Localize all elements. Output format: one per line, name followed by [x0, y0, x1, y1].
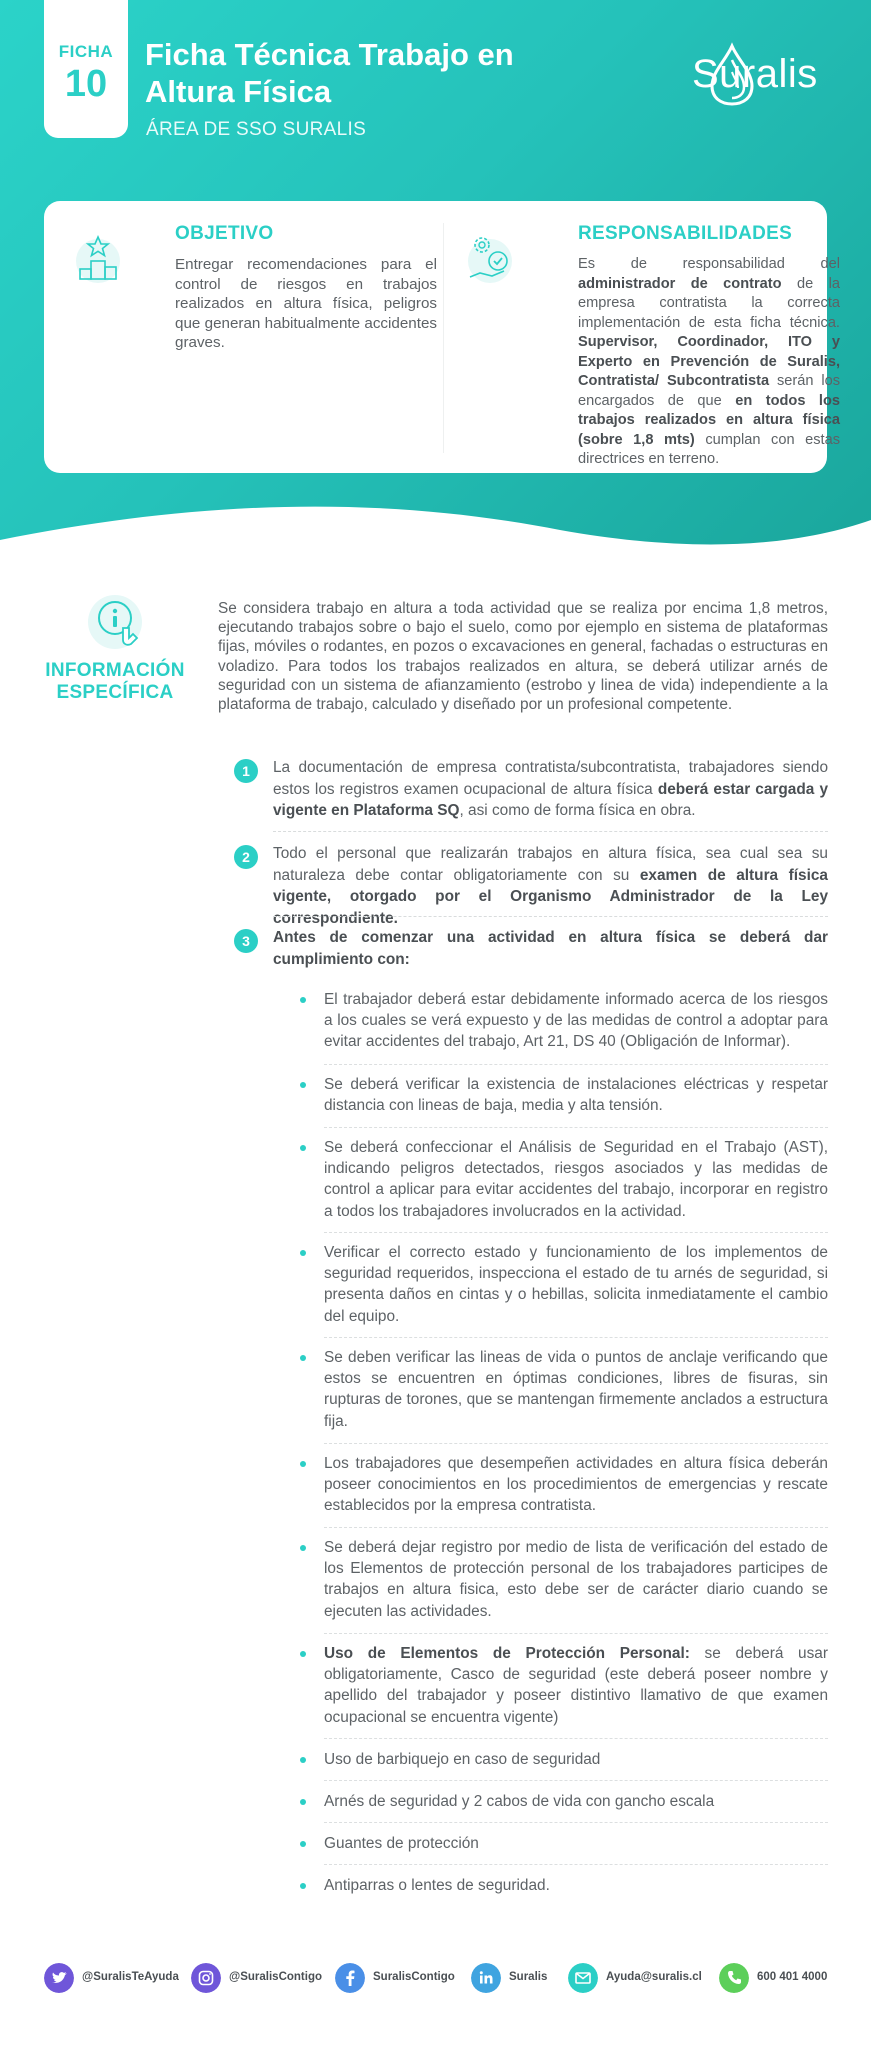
- info-text: Se considera trabajo en altura a toda actividad que se realiza por encima 1,8 metros, ejecutando trabajos sobre o bajo el suelo, como por ejemplo en sistema de plataformas fijas, móviles o rodantes, en pozos o excavaciones en general, fachadas o estructuras en voladizo. Para todos los trabajos realizados en altura, se deberá utilizar arnés de seguridad con un sistema de afianzamiento (estrobo y linea de vida) independiente a la plataforma de trabajo, calculado y diseñado por un profesional competente.: [218, 600, 828, 714]
- bullet-text: Guantes de protección: [324, 1835, 479, 1852]
- summary-card: [44, 201, 840, 473]
- phone-icon: [719, 1963, 749, 1993]
- bullet-dot: [300, 1651, 306, 1657]
- separator: [324, 1127, 828, 1128]
- objetivo-text: Entregar recomendaciones para el control de riesgos en trabajos realizados en altura física, peligros que generan habitualmente accidentes graves.: [175, 256, 437, 351]
- linkedin-handle: Suralis: [509, 1971, 548, 1983]
- bullet-text: Se deberá confeccionar el Análisis de Seguridad en el Trabajo (AST), indicando peligros detectados, riesgos asociados y las medidas de control a aplicar para evitar accidentes del trabajo, incorporar en registro a todos los trabajadores involucrados en la actividad.: [324, 1139, 828, 1220]
- badge-label: FICHA: [58, 42, 114, 61]
- separator: [324, 1780, 828, 1781]
- bullet-8-bold: Uso de Elementos de Protección Personal:: [324, 1645, 690, 1662]
- number-badge: 3: [234, 929, 258, 953]
- bullet-dot: [300, 1757, 306, 1763]
- resp-text-3: serán los encargados de que: [578, 373, 840, 409]
- num-1-text-b: , asi como de forma física en obra.: [459, 802, 696, 819]
- podium-star-icon: [74, 231, 130, 287]
- responsabilidades-text: [578, 255, 840, 470]
- facebook-handle: SuralisContigo: [373, 1971, 455, 1983]
- badge-number: 10: [64, 63, 108, 105]
- title-line-1: Ficha Técnica Trabajo en: [145, 37, 514, 72]
- bullet-text: Los trabajadores que desempeñen actividades en altura física deberán poseer conocimientos en los procedimientos de emergencias y rescate establecidos por la empresa contratista.: [324, 1455, 828, 1515]
- numbered-text: [273, 927, 828, 970]
- separator: [324, 1822, 828, 1823]
- number-badge: 1: [234, 759, 258, 783]
- bullet-text: Arnés de seguridad y 2 cabos de vida con gancho escala: [324, 1793, 715, 1810]
- ficha-badge: [44, 0, 128, 138]
- num-2-text-a: Todo el personal que realizarán trabajos en altura física, sea cual sea su naturaleza debe contar obligatoriamente con su: [273, 845, 828, 884]
- num-1-text-a: La documentación de empresa contratista/subcontratista, trabajadores siendo estos los registros examen ocupacional de altura física: [273, 759, 828, 798]
- bullet-dot: [300, 1355, 306, 1361]
- bullet-text: Se deben verificar las lineas de vida o puntos de anclaje verificando que estos se encuentren en óptimas condiciones, libres de fisuras, sin rupturas de torones, que se mantengan firmemente anclados a estructura fija.: [324, 1349, 828, 1430]
- bullet-text: El trabajador deberá estar debidamente informado acerca de los riesgos a los cuales se verá expuesto y de las medidas de control a adoptar para evitar accidentes del trabajo, Art 21, DS 40 (Obligación de Informar).: [324, 991, 828, 1051]
- card-divider: [443, 223, 444, 453]
- logo-wordmark: Suralis: [692, 52, 818, 96]
- bullet-dot: [300, 1883, 306, 1889]
- bullet-text: [324, 1643, 828, 1728]
- mail-icon: [568, 1963, 598, 1993]
- num-3-bold: Antes de comenzar una actividad en altura física se deberá dar cumplimiento con:: [273, 929, 828, 968]
- facebook-icon: [335, 1963, 365, 1993]
- bullet-dot: [300, 1841, 306, 1847]
- bullet-dot: [300, 1461, 306, 1467]
- resp-text-4: cumplan con estas directrices en terreno.: [578, 431, 840, 467]
- bullet-text: Antiparras o lentes de seguridad.: [324, 1877, 550, 1894]
- bullet-dot: [300, 1145, 306, 1151]
- page-title: [145, 36, 585, 110]
- phone-number: 600 401 4000: [757, 1971, 828, 1983]
- objetivo-heading: OBJETIVO: [175, 223, 274, 244]
- bullet-dot: [300, 1545, 306, 1551]
- separator: [324, 1443, 828, 1444]
- bullet-dot: [300, 1250, 306, 1256]
- info-heading: [30, 660, 200, 704]
- resp-text-2: de la empresa contratista la correcta implementación de esta ficha técnica.: [578, 275, 840, 331]
- num-1-bold: deberá estar cargada y vigente en Plataforma SQ: [273, 780, 828, 819]
- bullet-dot: [300, 1082, 306, 1088]
- header-banner: [0, 0, 871, 560]
- resp-bold-3: en todos los trabajos realizados en altura física (sobre 1,8 mts): [578, 392, 840, 448]
- resp-bold-2: Supervisor, Coordinador, ITO y Experto en Prevención de Suralis, Contratista/ Subcontratista: [578, 334, 840, 389]
- resp-bold-1: administrador de contrato: [578, 275, 782, 292]
- separator: [324, 1738, 828, 1739]
- separator: [273, 916, 828, 917]
- bullet-text: Verificar el correcto estado y funcionamiento de los implementos de seguridad requeridos, inspecciona el estado de tu arnés de seguridad, si presenta daños en cintas y o hebillas, solicita inmediatamente el cambio del equipo.: [324, 1244, 828, 1325]
- linkedin-icon: [471, 1963, 501, 1993]
- num-2-bold: examen de altura física vigente, otorgado por el Organismo Administrador de la Ley correspondiente.: [273, 866, 828, 927]
- instagram-icon: [191, 1963, 221, 1993]
- info-heading-line-1: INFORMACIÓN: [45, 660, 185, 681]
- info-heading-line-2: ESPECÍFICA: [56, 682, 174, 703]
- twitter-icon: [44, 1963, 74, 1993]
- twitter-handle: @SuralisTeAyuda: [82, 1971, 179, 1983]
- page-subtitle: ÁREA DE SSO SURALIS: [146, 119, 367, 140]
- header-wave: [0, 500, 871, 560]
- info-hand-icon: [87, 592, 147, 652]
- email-address: Ayuda@suralis.cl: [606, 1971, 702, 1983]
- separator: [273, 831, 828, 832]
- gear-hand-check-icon: [464, 231, 520, 287]
- bullet-text: Se deberá dejar registro por medio de lista de verificación del estado de los Elementos de protección personal de los trabajadores participes de trabajos en altura fisica, esto debe ser de carácter diario cuando se ejecuten las actividades.: [324, 1539, 828, 1620]
- title-line-2: Altura Física: [145, 74, 332, 109]
- numbered-text: [273, 757, 828, 822]
- separator: [324, 1633, 828, 1634]
- bullet-dot: [300, 997, 306, 1003]
- separator: [324, 1337, 828, 1338]
- separator: [324, 1864, 828, 1865]
- separator: [324, 1064, 828, 1065]
- instagram-handle: @SuralisContigo: [229, 1971, 322, 1983]
- bullet-8-text: se deberá usar obligatoriamente, Casco de seguridad (este deberá poseer nombre y apellido del trabajador y poseer distintivo llamativo de que examen ocupacional se encuentra vigente): [324, 1645, 828, 1726]
- bullet-text: Uso de barbiquejo en caso de seguridad: [324, 1751, 601, 1768]
- separator: [324, 1527, 828, 1528]
- responsabilidades-heading: RESPONSABILIDADES: [578, 223, 793, 244]
- bullet-dot: [300, 1799, 306, 1805]
- resp-text-1: Es de responsabilidad del: [578, 256, 840, 272]
- bullet-text: Se deberá verificar la existencia de instalaciones eléctricas y respetar distancia con lineas de baja, media y alta tensión.: [324, 1076, 828, 1115]
- number-badge: 2: [234, 845, 258, 869]
- separator: [324, 1232, 828, 1233]
